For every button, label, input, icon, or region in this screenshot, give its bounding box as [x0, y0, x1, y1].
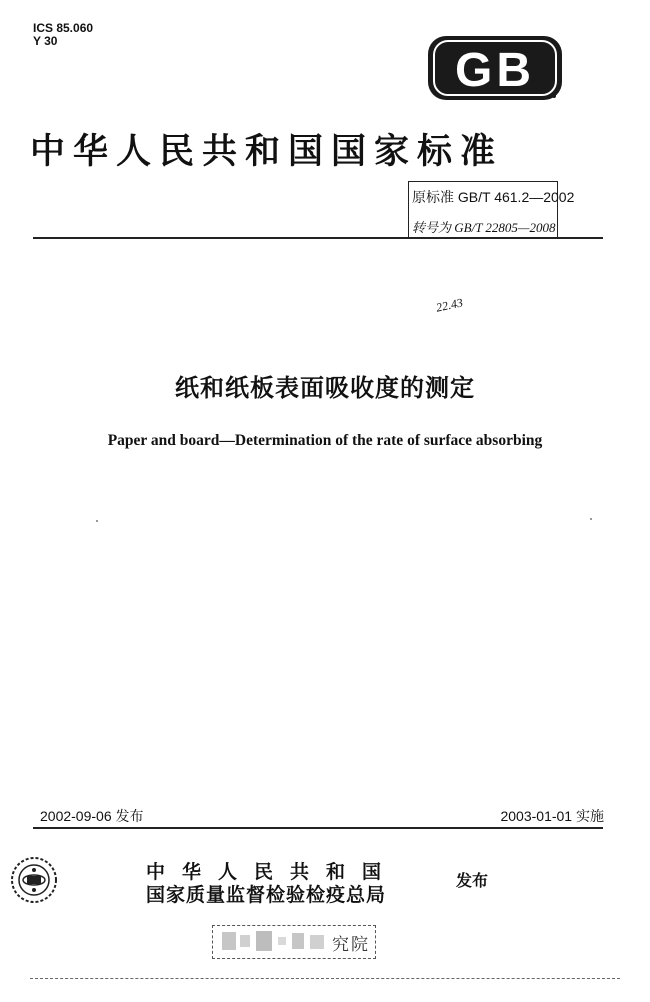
library-stamp-text: 究院 — [332, 935, 370, 955]
aqsiq-seal-icon — [10, 856, 58, 904]
issuer-line1: 中华人民共和国 — [146, 861, 399, 883]
publish-label: 发布 — [456, 871, 489, 890]
issue-date: 2002-09-06 发布 — [40, 808, 144, 824]
class-code: Y 30 — [33, 34, 58, 48]
header-divider — [33, 237, 603, 239]
conversion-note: 转号为 GB/T 22805—2008 — [412, 220, 556, 235]
classification-block — [33, 22, 93, 48]
national-standard-title: 中华人民共和国国家标准 — [30, 131, 504, 172]
gb-logo-icon — [428, 36, 562, 100]
footer-divider — [33, 827, 603, 829]
handwritten-note: 22.43 — [434, 295, 465, 315]
gb-logo-text: GB — [455, 44, 535, 97]
scan-speck — [590, 518, 592, 520]
issuer-line2: 国家质量监督检验检疫总局 — [146, 884, 387, 906]
implementation-date: 2003-01-01 实施 — [500, 808, 604, 824]
standard-number: 原标准 GB/T 461.2—2002 — [412, 189, 575, 205]
ics-code: ICS 85.060 — [33, 21, 94, 35]
bottom-dashed-line — [30, 978, 620, 980]
document-title-cn: 纸和纸板表面吸收度的测定 — [175, 374, 475, 402]
scan-speck — [96, 520, 98, 522]
document-title-en: Paper and board—Determination of the rate of surface absorbing — [107, 432, 543, 449]
